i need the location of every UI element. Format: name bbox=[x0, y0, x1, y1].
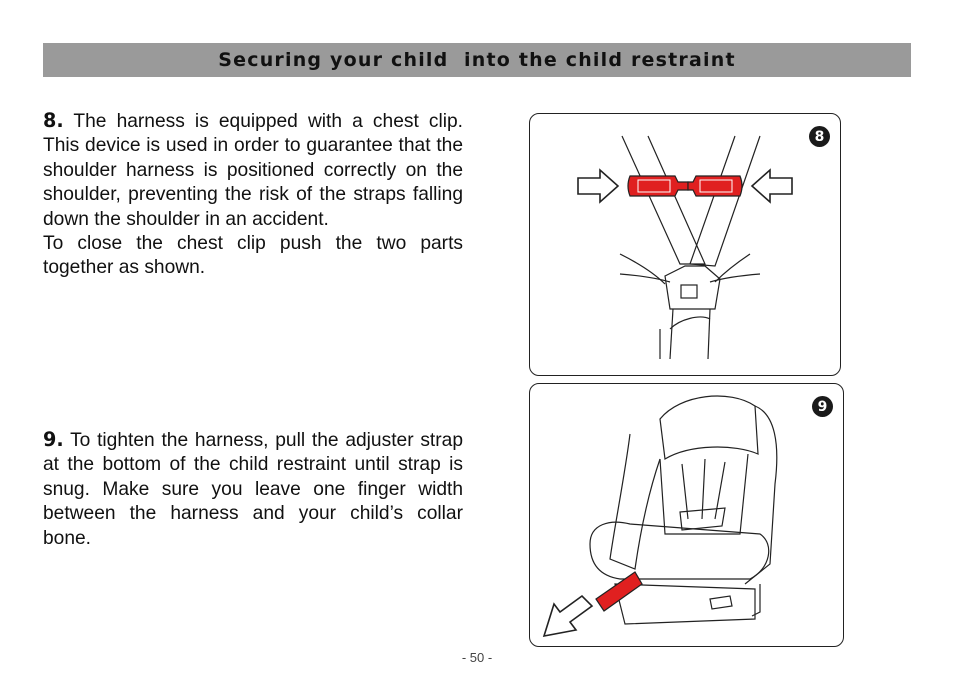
seat-left-wing bbox=[610, 434, 660, 569]
seat-base bbox=[615, 584, 755, 624]
step-8-paragraph-2: To close the chest clip push the two parts together as shown. bbox=[43, 233, 463, 279]
figure-8-chest-clip bbox=[529, 113, 841, 376]
seat-right-wing bbox=[745, 406, 777, 584]
step-9-number: 9. bbox=[43, 428, 64, 451]
right-shoulder-strap bbox=[690, 136, 760, 266]
buckle-tongue-housing bbox=[665, 266, 720, 309]
step-8-paragraph-1 bbox=[43, 109, 463, 232]
push-arrow-left-icon bbox=[752, 170, 792, 202]
step-8-text bbox=[43, 109, 463, 281]
chest-clip-right-part bbox=[688, 176, 742, 196]
figure-9-adjuster-strap bbox=[529, 383, 844, 647]
buckle-button bbox=[681, 285, 697, 298]
figure-8-badge: 8 bbox=[809, 126, 830, 147]
adjuster-strap bbox=[596, 572, 642, 611]
chest-clip-left-part bbox=[628, 176, 688, 196]
step-9-text bbox=[43, 428, 463, 551]
page-number: - 50 - bbox=[461, 650, 493, 665]
left-shoulder-strap bbox=[622, 136, 705, 264]
step-8-number: 8. bbox=[43, 109, 64, 132]
chest-clip bbox=[628, 176, 742, 196]
push-arrow-right-icon bbox=[578, 170, 618, 202]
pull-arrow-icon bbox=[544, 596, 592, 636]
figure-9-badge: 9 bbox=[812, 396, 833, 417]
step-9-paragraph-1 bbox=[43, 428, 463, 551]
chest-clip-illustration bbox=[530, 114, 840, 375]
child-seat-illustration bbox=[530, 384, 843, 646]
seat-headrest bbox=[660, 396, 758, 459]
step-8-body: The harness is equipped with a chest clip. This device is used in order to guarantee that the shoulder harness is positioned correctly on the shoulder, preventing the risk of the straps falling down the shoulder in an accident. bbox=[43, 111, 464, 230]
step-9-body: To tighten the harness, pull the adjuster strap at the bottom of the child restraint until strap is snug. Make sure you leave one finger width between the harness and your child’s collar bone. bbox=[43, 430, 463, 549]
section-title: Securing your child into the child restraint bbox=[218, 49, 736, 71]
seat-cushion bbox=[590, 522, 769, 579]
section-header-bar bbox=[43, 43, 911, 77]
